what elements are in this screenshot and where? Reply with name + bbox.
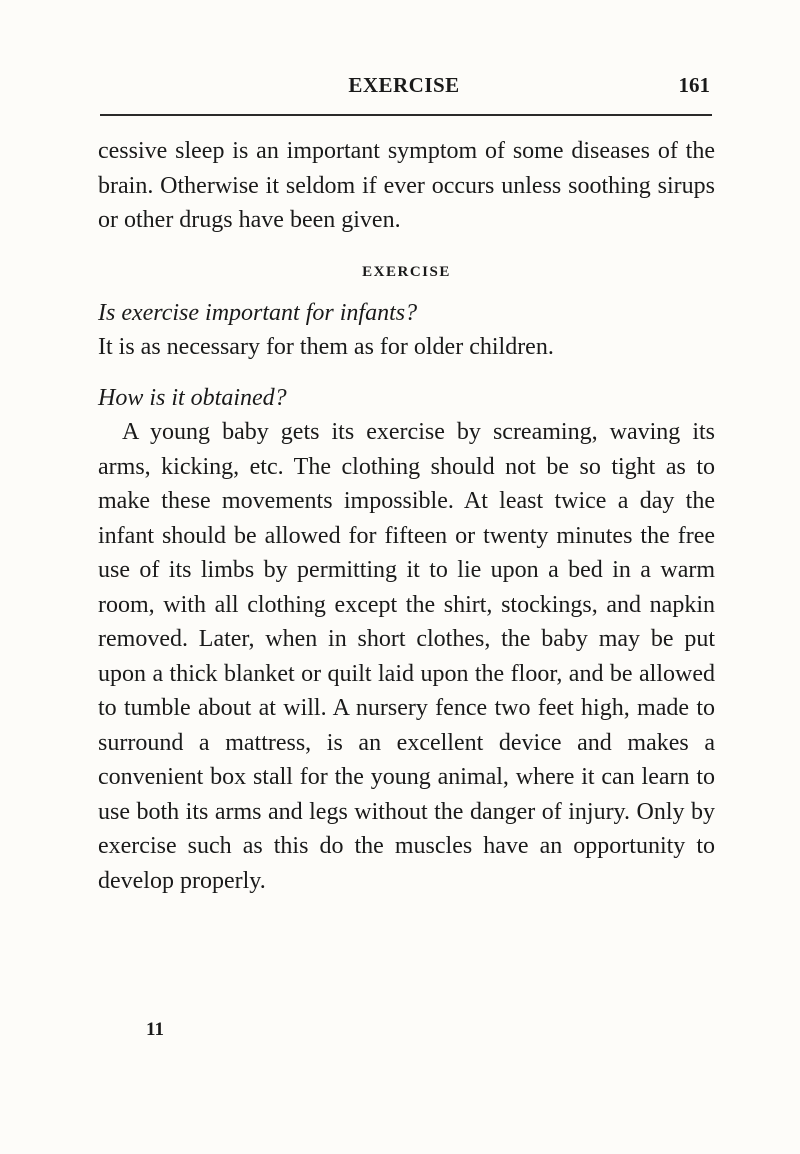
signature-mark: 11	[146, 1019, 164, 1040]
question-1: Is exercise important for infants?	[98, 299, 418, 326]
answer-1: It is as necessary for them as for older children.	[98, 334, 554, 360]
section-heading: EXERCISE	[362, 263, 451, 280]
opening-paragraph: cessive sleep is an important symptom of some diseases of the brain. Otherwise it seldom if ever occurs unless soothing sirups or other drugs have been given.	[98, 138, 715, 233]
header-rule	[100, 114, 712, 116]
paragraph-gap	[98, 365, 715, 381]
running-title: EXERCISE	[348, 73, 460, 97]
body-text	[98, 134, 715, 898]
running-head	[98, 73, 710, 103]
page-number: 161	[678, 73, 710, 97]
question-2: How is it obtained?	[98, 384, 287, 411]
answer-2: A young baby gets its exercise by screaming, waving its arms, kicking, etc. The clothing should not be so tight as to make these movements impossible. At least twice a day the infant should be allowed for fifteen or twenty minutes the free use of its limbs by permitting it to lie upon a bed in a warm room, with all clothing except the shirt, stockings, and napkin removed. Later, when in short clothes, the baby may be put upon a thick blanket or quilt laid upon the floor, and be allowed to tumble about at will. A nursery fence two feet high, made to surround a mattress, is an excellent device and makes a convenient box stall for the young animal, where it can learn to use both its arms and legs without the danger of injury. Only by exercise such as this do the muscles have an opportunity to develop properly.	[98, 419, 715, 894]
